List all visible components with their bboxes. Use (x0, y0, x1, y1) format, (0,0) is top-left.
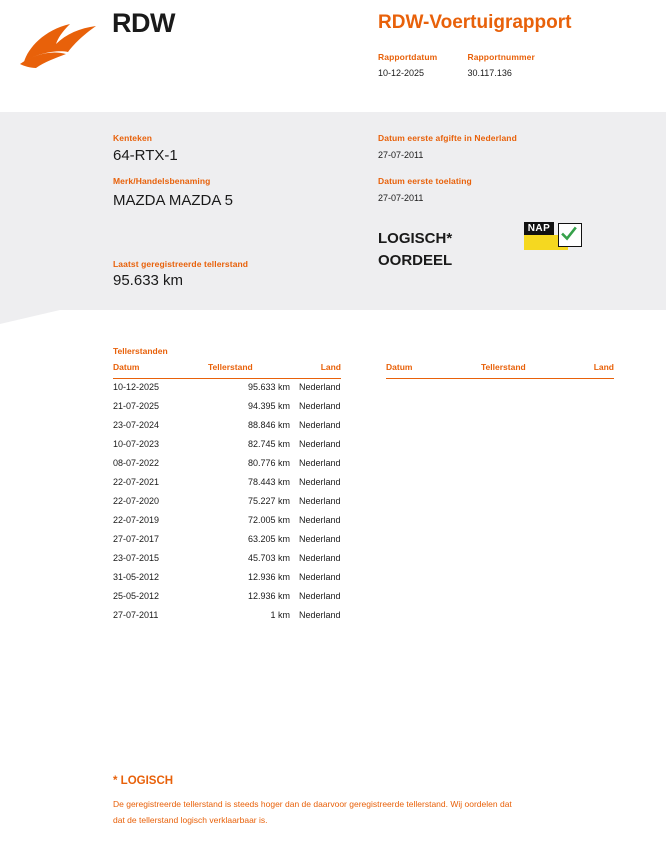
cell-tellerstand: 45.703 km (247, 553, 290, 563)
cell-land: Nederland (299, 477, 341, 487)
meta-value-rapportnummer: 30.117.136 (467, 68, 512, 78)
meta-label-rapportdatum: Rapportdatum (378, 52, 438, 62)
table-row (113, 588, 341, 607)
footnote-title: * LOGISCH (113, 775, 174, 787)
table-row (113, 474, 341, 493)
table-row (113, 493, 341, 512)
table-row (113, 531, 341, 550)
cell-datum: 27-07-2017 (113, 534, 160, 544)
cell-land: Nederland (299, 420, 341, 430)
table-row (113, 569, 341, 588)
cell-tellerstand: 12.936 km (247, 591, 290, 601)
cell-tellerstand: 63.205 km (247, 534, 290, 544)
meta-label-rapportnummer: Rapportnummer (467, 52, 535, 62)
table-row (113, 417, 341, 436)
laatste-tellerstand-label: Laatst geregistreerde tellerstand (113, 259, 249, 269)
panel-notch-decoration (0, 302, 666, 324)
cell-tellerstand: 78.443 km (247, 477, 290, 487)
cell-datum: 22-07-2021 (113, 477, 160, 487)
cell-land: Nederland (299, 553, 341, 563)
report-header (0, 0, 666, 112)
column-header-tellerstand: Tellerstand (208, 362, 253, 372)
column-header-land: Land (320, 362, 341, 372)
cell-land: Nederland (299, 401, 341, 411)
meta-rapportnummer (467, 52, 534, 78)
column-header-tellerstand: Tellerstand (481, 362, 526, 372)
merk-value: MAZDA MAZDA 5 (113, 192, 234, 209)
summary-panel (0, 112, 666, 302)
afgifte-value: 27-07-2011 (378, 150, 424, 160)
cell-tellerstand: 82.745 km (247, 439, 290, 449)
table-row (113, 436, 341, 455)
cell-tellerstand: 95.633 km (247, 382, 290, 392)
brand-title: RDW (112, 8, 175, 38)
checkmark-icon (558, 223, 582, 247)
table-row (113, 398, 341, 417)
toelating-label: Datum eerste toelating (378, 176, 472, 186)
meta-value-rapportdatum: 10-12-2025 (378, 68, 425, 78)
merk-label: Merk/Handelsbenaming (113, 176, 211, 186)
cell-datum: 23-07-2015 (113, 553, 160, 563)
cell-tellerstand: 80.776 km (247, 458, 290, 468)
cell-tellerstand: 75.227 km (247, 496, 290, 506)
kenteken-value: 64-RTX-1 (113, 147, 178, 164)
cell-datum: 31-05-2012 (113, 572, 160, 582)
cell-tellerstand: 72.005 km (247, 515, 290, 525)
cell-datum: 27-07-2011 (113, 610, 159, 620)
table-row (113, 455, 341, 474)
report-title: RDW-Voertuigrapport (378, 12, 572, 33)
cell-datum: 21-07-2025 (113, 401, 160, 411)
meta-rapportdatum (378, 52, 463, 78)
nap-badge (524, 222, 582, 250)
column-header-datum: Datum (113, 362, 140, 372)
table-row (113, 607, 341, 626)
footnote-line-2: dat de tellerstand logisch verklaarbaar is. (113, 814, 268, 825)
cell-datum: 23-07-2024 (113, 420, 160, 430)
cell-land: Nederland (299, 458, 341, 468)
cell-datum: 25-05-2012 (113, 591, 160, 601)
nap-label: NAP (524, 222, 554, 235)
rdw-flame-logo-icon (18, 18, 106, 70)
footnote (113, 775, 583, 828)
kenteken-label: Kenteken (113, 133, 153, 143)
cell-land: Nederland (299, 572, 341, 582)
laatste-tellerstand-value: 95.633 km (113, 272, 184, 289)
table-row (113, 512, 341, 531)
footnote-line-1: De geregistreerde tellerstand is steeds hoger dan de daarvoor geregistreerde tellerstand. Wij oordelen dat (113, 799, 512, 809)
verdict-block (378, 228, 508, 272)
report-meta (378, 52, 658, 78)
cell-datum: 10-07-2023 (113, 439, 160, 449)
table-row (113, 379, 341, 398)
cell-tellerstand: 12.936 km (247, 572, 290, 582)
toelating-value: 27-07-2011 (378, 193, 424, 203)
tellerstanden-table-left (113, 362, 341, 626)
cell-tellerstand: 94.395 km (247, 401, 290, 411)
cell-datum: 22-07-2019 (113, 515, 160, 525)
cell-datum: 22-07-2020 (113, 496, 160, 506)
tellerstanden-section-title: Tellerstanden (113, 346, 168, 356)
afgifte-label: Datum eerste afgifte in Nederland (378, 133, 517, 143)
cell-land: Nederland (299, 610, 341, 620)
table-header-row (386, 362, 614, 379)
cell-tellerstand: 1 km (270, 610, 290, 620)
cell-datum: 10-12-2025 (113, 382, 160, 392)
tellerstanden-table-right (386, 362, 614, 379)
cell-land: Nederland (299, 496, 341, 506)
column-header-land: Land (593, 362, 614, 372)
verdict-line-2: OORDEEL (378, 251, 453, 269)
table-header-row (113, 362, 341, 379)
cell-land: Nederland (299, 439, 341, 449)
cell-datum: 08-07-2022 (113, 458, 160, 468)
cell-land: Nederland (299, 591, 341, 601)
column-header-datum: Datum (386, 362, 413, 372)
cell-land: Nederland (299, 534, 341, 544)
table-row (113, 550, 341, 569)
cell-land: Nederland (299, 382, 341, 392)
verdict-line-1: LOGISCH* (378, 230, 453, 247)
cell-tellerstand: 88.846 km (247, 420, 290, 430)
cell-land: Nederland (299, 515, 341, 525)
